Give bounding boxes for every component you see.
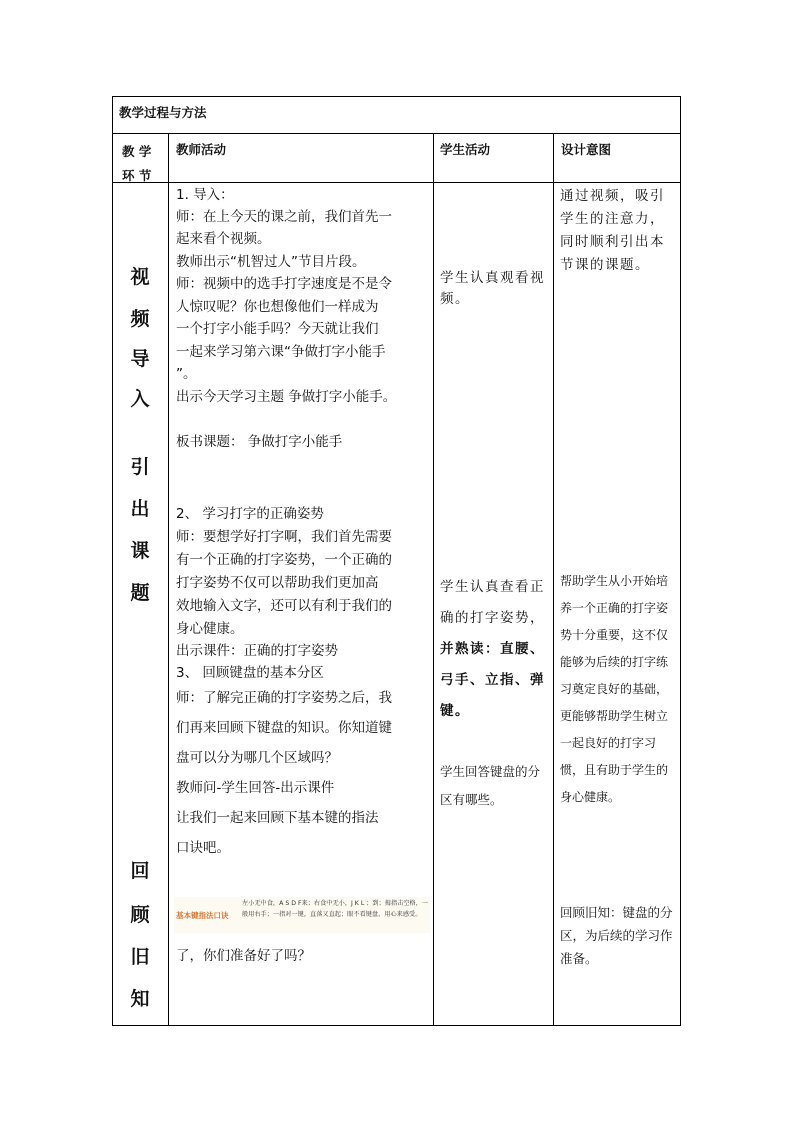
teacher-line: 打字姿势不仅可以帮助我们更加高 bbox=[176, 575, 379, 591]
teacher-line: 有一个正确的打字姿势，一个正确的 bbox=[176, 552, 392, 568]
teacher-line: 身心健康。 bbox=[176, 621, 244, 637]
table-row-divider bbox=[112, 133, 681, 134]
teacher-line: 一起来学习第六课“争做打字小能手 bbox=[176, 344, 386, 360]
design-intent-3: 回顾旧知：键盘的分区，为后续的学习作准备。 bbox=[560, 905, 673, 966]
teacher-line: 出示今天学习主题 争做打字小能手。 bbox=[176, 389, 397, 405]
student-activity-2-bold: 并熟读：直腰、弓手、立指、弹键。 bbox=[440, 641, 545, 719]
teacher-line: 板书课题： 争做打字小能手 bbox=[176, 434, 343, 450]
table-border-top bbox=[112, 96, 681, 97]
stage-char: 题 bbox=[130, 582, 150, 604]
stage-char: 入 bbox=[130, 388, 150, 410]
teacher-line: ”。 bbox=[176, 366, 197, 382]
stage-char: 顾 bbox=[130, 904, 150, 926]
teacher-line: 教师问-学生回答-出示课件 bbox=[176, 780, 335, 796]
student-activity-2 bbox=[440, 572, 548, 727]
teacher-line: 人惊叹呢？你也想像他们一样成为 bbox=[176, 299, 379, 315]
section-title: 教学过程与方法 bbox=[119, 105, 207, 120]
teacher-line: 师：要想学好打字啊，我们首先需要 bbox=[176, 529, 392, 545]
teacher-line: 3、 回顾键盘的基本分区 bbox=[176, 665, 324, 681]
student-activity-1: 学生认真观看视频。 bbox=[440, 270, 545, 307]
student-activity-2-text: 学生认真查看正确的打字姿势， bbox=[440, 579, 545, 626]
column-divider bbox=[168, 133, 169, 1026]
design-intent-1: 通过视频，吸引学生的注意力，同时顺利引出本节课的课题。 bbox=[560, 188, 665, 273]
stage-char: 出 bbox=[130, 498, 150, 520]
table-row-divider bbox=[112, 182, 681, 183]
stage-char: 课 bbox=[130, 540, 150, 562]
design-intent-2: 帮助学生从小开始培养一个正确的打字姿势十分重要，这不仅能够为后续的打字练习奠定良好的基础，更能够帮助学生树立一起良好的打字习惯，且有助于学生的身心健康。 bbox=[560, 574, 669, 804]
stage-char: 视 bbox=[130, 266, 150, 288]
teacher-line: 师：了解完正确的打字姿势之后，我 bbox=[176, 690, 392, 706]
stage-char: 旧 bbox=[130, 946, 150, 968]
teacher-line: 盘可以分为哪几个区域吗？ bbox=[176, 750, 338, 766]
teacher-line: 了，你们准备好了吗？ bbox=[176, 948, 311, 964]
mnemonic-image bbox=[174, 897, 430, 933]
column-divider bbox=[433, 133, 434, 1026]
stage-char: 频 bbox=[130, 308, 150, 330]
header-student-activity: 学生活动 bbox=[440, 142, 491, 157]
table-border-bottom bbox=[112, 1025, 681, 1026]
teacher-line: 们再来回顾下键盘的知识。你知道键 bbox=[176, 720, 392, 736]
mnemonic-text: 左小无中食，A S D F来；右食中无小，J K L ；到；拇指击空格，一般用右手；一指对一键，直落又直起；眼不看键盘，用心来感受。 bbox=[242, 900, 429, 918]
stage-char: 导 bbox=[130, 348, 150, 370]
teacher-line: 2、 学习打字的正确姿势 bbox=[176, 506, 324, 522]
stage-char: 引 bbox=[130, 456, 150, 478]
teacher-line: 口诀吧。 bbox=[176, 840, 230, 856]
header-stage: 教 学 环 节 bbox=[122, 144, 152, 183]
teacher-line: 效地输入文字，还可以有利于我们的 bbox=[176, 598, 392, 614]
teacher-line: 一个打字小能手吗？今天就让我们 bbox=[176, 321, 379, 337]
teacher-line: 教师出示“机智过人”节目片段。 bbox=[176, 254, 366, 270]
teacher-line: 师：在上今天的课之前，我们首先一 bbox=[176, 209, 392, 225]
header-design-intent: 设计意图 bbox=[561, 142, 612, 157]
stage-char: 回 bbox=[130, 860, 150, 882]
teacher-line: 师：视频中的选手打字速度是不是令 bbox=[176, 276, 392, 292]
column-divider bbox=[553, 133, 554, 1026]
teacher-line: 让我们一起来回顾下基本键的指法 bbox=[176, 810, 379, 826]
teacher-line: 起来看个视频。 bbox=[176, 231, 271, 247]
teacher-line: 1. 导入： bbox=[176, 187, 234, 203]
stage-char: 知 bbox=[130, 988, 150, 1010]
mnemonic-label: 基本键指法口诀 bbox=[176, 911, 229, 920]
header-teacher-activity: 教师活动 bbox=[176, 142, 227, 157]
table-border-right bbox=[680, 96, 681, 1026]
student-activity-3: 学生回答键盘的分区有哪些。 bbox=[440, 764, 541, 807]
teacher-line: 出示课件：正确的打字姿势 bbox=[176, 643, 338, 659]
